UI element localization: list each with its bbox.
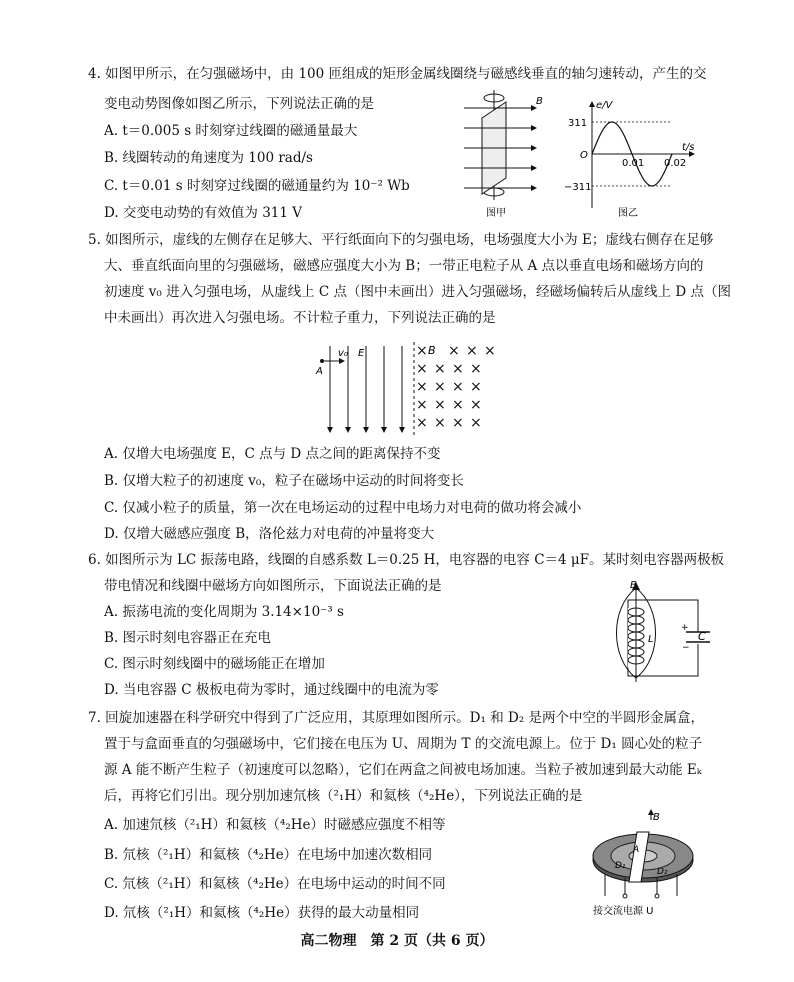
q7-option-d: D. 氘核（²₁H）和氦核（⁴₂He）获得的最大动量相同 [104, 905, 420, 921]
q4-fig2-ylabel: e/V [596, 100, 613, 111]
q5-option-c: C. 仅减小粒子的质量，第一次在电场运动的过程中电场力对电荷的做功将会减小 [104, 500, 582, 516]
svg-text:−: − [682, 643, 690, 653]
q5-stem-line4: 中未画出）再次进入匀强电场。不计粒子重力，下列说法正确的是 [104, 310, 496, 326]
q4-figure-coil [460, 88, 555, 220]
q4-fig1-caption: 图甲 [486, 208, 506, 219]
q4-option-a: A. t＝0.005 s 时刻穿过线圈的磁通量最大 [104, 123, 358, 139]
svg-text:×: × [434, 415, 446, 431]
q4-option-b: B. 线圈转动的角速度为 100 rad/s [104, 150, 313, 166]
svg-text:×: × [416, 361, 428, 377]
q4-fig1-label-b: B [536, 96, 543, 107]
q5-label-v0: v₀ [338, 348, 348, 359]
q4-fig2-tick-002: 0.02 [664, 158, 687, 169]
svg-text:×: × [416, 397, 428, 413]
svg-text:×: × [484, 343, 496, 359]
q7-option-c: C. 氘核（²₁H）和氦核（⁴₂He）在电场中运动的时间不同 [104, 876, 446, 892]
q4-fig2-origin: O [580, 150, 588, 161]
q6-label-c: C [698, 630, 706, 643]
q4-figure-sine-chart [560, 96, 700, 220]
q7-label-b: B [653, 812, 660, 823]
svg-text:×: × [470, 361, 482, 377]
q6-option-d: D. 当电容器 C 极板电荷为零时，通过线圈中的电流为零 [104, 682, 439, 698]
q6-option-a: A. 振荡电流的变化周期为 3.14×10⁻³ s [104, 604, 344, 620]
q7-stem-line3: 源 A 能不断产生粒子（初速度可以忽略），它们在两盒之间被电场加速。当粒子被加速到最大动能 Eₖ [104, 762, 702, 778]
q6-stem-line2: 带电情况和线圈中磁场方向如图所示，下面说法正确的是 [104, 578, 442, 594]
svg-text:×: × [434, 361, 446, 377]
page-footer: 高二物理 第 2 页（共 6 页） [300, 933, 494, 949]
q7-option-b: B. 氘核（²₁H）和氦核（⁴₂He）在电场中加速次数相同 [104, 847, 433, 863]
q7-label-a: A [633, 845, 640, 855]
q6-label-l: L [648, 634, 654, 645]
q5-label-e: E [358, 348, 365, 359]
q5-figure-field [310, 340, 510, 440]
svg-text:×: × [448, 343, 460, 359]
svg-text:×: × [416, 379, 428, 395]
q4-stem-line2: 变电动势图像如图乙所示，下列说法正确的是 [104, 96, 374, 112]
q5-stem-line1: 5. 如图所示，虚线的左侧存在足够大、平行纸面向下的匀强电场，电场强度大小为 E；虚线右侧存在足够 [88, 232, 714, 248]
q7-figure-cyclotron [585, 808, 705, 920]
svg-text:×: × [416, 343, 428, 359]
q4-fig2-caption: 图乙 [618, 208, 638, 219]
q4-fig2-xlabel: t/s [682, 142, 695, 153]
svg-text:×: × [470, 379, 482, 395]
svg-text:×: × [466, 343, 478, 359]
q6-option-c: C. 图示时刻线圈中的磁场能正在增加 [104, 656, 325, 672]
q4-option-d: D. 交变电动势的有效值为 311 V [104, 205, 303, 221]
q5-option-b: B. 仅增大粒子的初速度 v₀，粒子在磁场中运动的时间将变长 [104, 473, 464, 489]
q5-option-d: D. 仅增大磁感应强度 B，洛伦兹力对电荷的冲量将变大 [104, 526, 435, 542]
q7-stem-line1: 7. 回旋加速器在科学研究中得到了广泛应用，其原理如图所示。D₁ 和 D₂ 是两个中空的半圆形金属盒， [88, 710, 705, 726]
q7-option-a: A. 加速氘核（²₁H）和氦核（⁴₂He）时磁感应强度不相等 [104, 817, 446, 833]
q5-option-a: A. 仅增大电场强度 E，C 点与 D 点之间的距离保持不变 [104, 446, 441, 462]
q7-label-d2: D₂ [657, 867, 668, 877]
q4-stem-line1: 4. 如图甲所示，在匀强磁场中，由 100 匝组成的矩形金属线圈绕与磁感线垂直的轴匀速转动，产生的交 [88, 66, 707, 82]
svg-text:×: × [452, 397, 464, 413]
q5-stem-line3: 初速度 v₀ 进入匀强电场，从虚线上 C 点（图中未画出）进入匀强磁场，经磁场偏转后从虚线上 D 点（图 [104, 284, 731, 300]
q6-option-b: B. 图示时刻电容器正在充电 [104, 630, 272, 646]
svg-text:×: × [470, 415, 482, 431]
q7-label-d1: D₁ [615, 861, 626, 871]
q6-stem-line1: 6. 如图所示为 LC 振荡电路，线圈的自感系数 L＝0.25 H，电容器的电容 C＝4 μF。某时刻电容器两极板 [88, 552, 725, 568]
q5-stem-line2: 大、垂直纸面向里的匀强磁场，磁感应强度大小为 B；一带正电粒子从 A 点以垂直电场和磁场方向的 [104, 258, 704, 274]
svg-text:×: × [452, 415, 464, 431]
q4-option-c: C. t＝0.01 s 时刻穿过线圈的磁通量约为 10⁻² Wb [104, 178, 410, 194]
q6-figure-lc-circuit [604, 578, 714, 682]
svg-text:×: × [416, 415, 428, 431]
q7-stem-line2: 置于与盒面垂直的匀强磁场中，它们接在电压为 U、周期为 T 的交流电源上。位于 D₁ 圆心处的粒子 [104, 736, 703, 752]
q4-fig2-ymax: 311 [568, 118, 588, 129]
svg-text:×: × [434, 397, 446, 413]
svg-text:×: × [470, 397, 482, 413]
q4-fig2-tick-001: 0.01 [622, 158, 645, 169]
svg-text:×: × [452, 379, 464, 395]
svg-text:×: × [434, 379, 446, 395]
q5-label-b: B [428, 344, 436, 357]
svg-text:×: × [452, 361, 464, 377]
q6-label-b: B [630, 580, 637, 591]
q7-fig-caption: 接交流电源 U [593, 906, 654, 917]
q5-label-a: A [316, 366, 323, 377]
svg-text:+: + [681, 623, 689, 633]
q7-stem-line4: 后，再将它们引出。现分别加速氘核（²₁H）和氦核（⁴₂He），下列说法正确的是 [104, 788, 583, 804]
q4-fig2-ymin: −311 [564, 182, 592, 193]
